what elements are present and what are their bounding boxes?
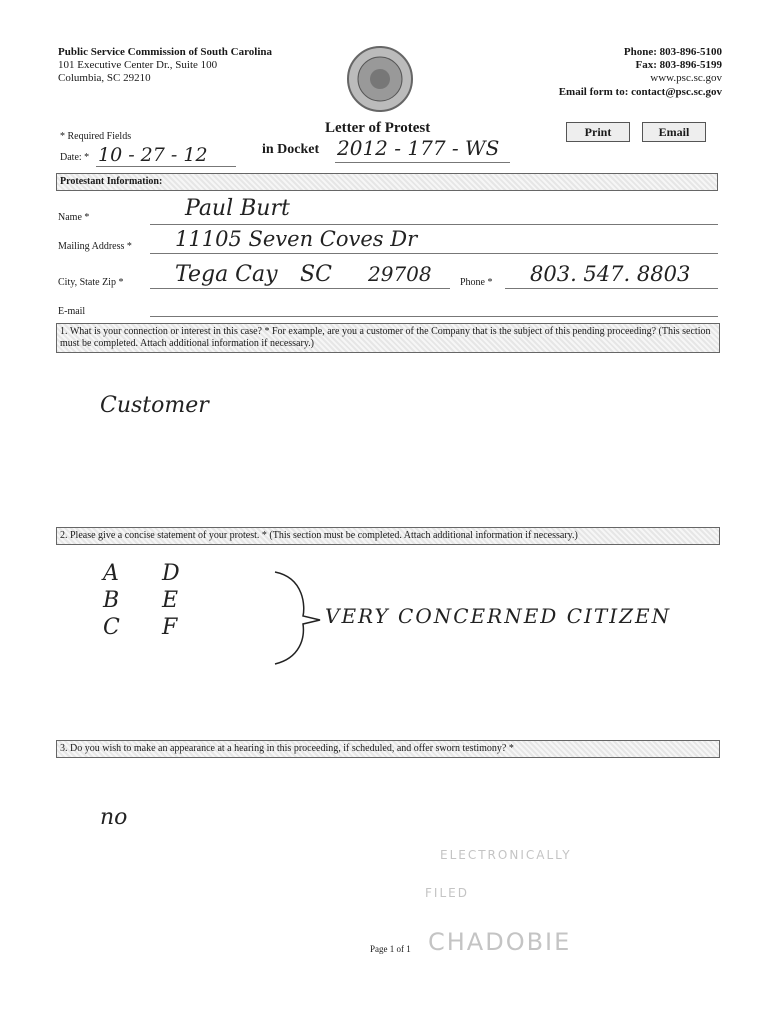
question-2-text: 2. Please give a concise statement of your protest. * (This section must be completed. Attach additional information if necessary.): [60, 530, 578, 541]
zip-value[interactable]: 29708: [368, 262, 432, 286]
stamp-electronically: ELECTRONICALLY: [440, 848, 572, 862]
docket-label: in Docket: [262, 142, 320, 157]
answer-3[interactable]: no: [100, 805, 128, 830]
fax-number: Fax: 803-896-5199: [635, 59, 722, 71]
answer-2-item: B: [103, 588, 120, 613]
stamp-chadobie: CHADOBIE: [428, 928, 572, 956]
mailing-address-value[interactable]: 11105 Seven Coves Dr: [175, 227, 418, 251]
answer-2-col-1[interactable]: [103, 560, 120, 641]
question-2-header: [56, 527, 720, 545]
print-button[interactable]: Print: [566, 122, 630, 142]
city-state-zip-label: City, State Zip *: [58, 277, 124, 288]
question-1-text: 1. What is your connection or interest in this case? * For example, are you a customer of the Company that is the subject of this pending proceeding? (This section must be completed. Attach additional information if necessary.): [60, 326, 711, 349]
name-value[interactable]: Paul Burt: [185, 196, 290, 221]
answer-2-item: A: [103, 561, 119, 586]
brace-icon: [265, 568, 325, 668]
website-link[interactable]: www.psc.sc.gov: [650, 72, 722, 84]
question-1-header: [56, 323, 720, 353]
email-button[interactable]: Email: [642, 122, 706, 142]
answer-2-col-2[interactable]: [162, 560, 180, 641]
city-value[interactable]: Tega Cay: [175, 262, 278, 287]
answer-2-item: E: [162, 588, 179, 613]
answer-1[interactable]: Customer: [100, 393, 209, 418]
protestant-info-header: [56, 173, 718, 191]
form-title: Letter of Protest: [325, 120, 431, 136]
name-label: Name *: [58, 212, 90, 223]
state-value[interactable]: SC: [300, 262, 332, 287]
question-3-text: 3. Do you wish to make an appearance at a hearing in this proceeding, if scheduled, and offer sworn testimony? *: [60, 743, 514, 754]
answer-2-statement[interactable]: VERY CONCERNED CITIZEN: [325, 604, 672, 628]
answer-2-item: C: [103, 615, 120, 640]
phone-label: Phone *: [460, 277, 493, 288]
stamp-filed: FILED: [425, 886, 469, 900]
org-address-2: Columbia, SC 29210: [58, 72, 151, 84]
email-line[interactable]: Email form to: contact@psc.sc.gov: [558, 86, 722, 98]
phone-value[interactable]: 803. 547. 8803: [530, 262, 691, 286]
required-note: * Required Fields: [60, 131, 132, 142]
email-field-label: E-mail: [58, 306, 86, 317]
question-3-header: [56, 740, 720, 758]
answer-2-item: D: [162, 561, 180, 586]
docket-value: 2012 - 177 - WS: [337, 136, 500, 160]
mailing-address-label: Mailing Address *: [58, 241, 132, 252]
org-address-1: 101 Executive Center Dr., Suite 100: [58, 59, 218, 71]
page-number: Page 1 of 1: [370, 944, 411, 954]
date-value[interactable]: 10 - 27 - 12: [98, 144, 208, 166]
protestant-info-label: Protestant Information:: [60, 176, 163, 187]
answer-2-item: F: [162, 615, 178, 640]
state-seal-icon: [345, 44, 415, 114]
org-name: Public Service Commission of South Carolina: [58, 46, 273, 58]
date-label: Date: *: [60, 152, 90, 163]
phone-number: Phone: 803-896-5100: [623, 46, 722, 58]
